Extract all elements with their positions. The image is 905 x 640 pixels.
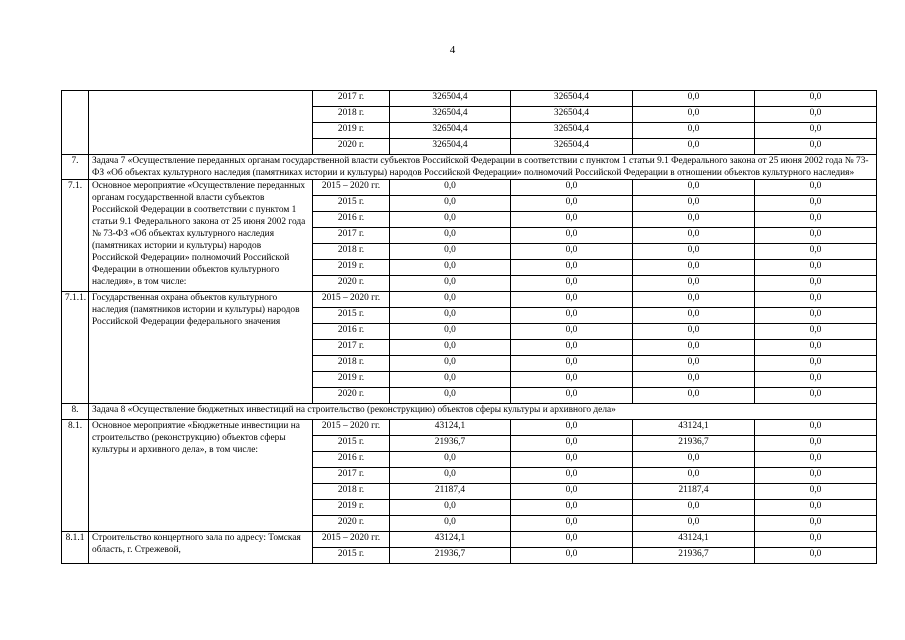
amount-cell: 326504,4	[511, 91, 633, 107]
period-cell: 2017 г.	[313, 228, 390, 244]
amount-cell: 21936,7	[390, 548, 511, 564]
amount-cell: 0,0	[755, 107, 877, 123]
amount-cell: 0,0	[755, 324, 877, 340]
amount-cell: 0,0	[390, 196, 511, 212]
amount-cell: 0,0	[755, 468, 877, 484]
amount-cell: 43124,1	[633, 532, 755, 548]
item-description-cell: Строительство концертного зала по адресу: Томская область, г. Стрежевой,	[89, 532, 313, 564]
amount-cell: 0,0	[390, 244, 511, 260]
amount-cell: 0,0	[511, 196, 633, 212]
table-row	[62, 420, 877, 436]
period-cell: 2017 г.	[313, 91, 390, 107]
amount-cell: 0,0	[390, 340, 511, 356]
amount-cell: 0,0	[511, 356, 633, 372]
amount-cell: 0,0	[511, 180, 633, 196]
amount-cell: 0,0	[755, 452, 877, 468]
period-cell: 2019 г.	[313, 260, 390, 276]
period-cell: 2018 г.	[313, 356, 390, 372]
amount-cell: 0,0	[755, 516, 877, 532]
item-description-cell: Государственная охрана объектов культурного наследия (памятников истории и культуры) народов Российской Федерации федерального значения	[89, 292, 313, 404]
amount-cell: 43124,1	[633, 420, 755, 436]
period-cell: 2020 г.	[313, 516, 390, 532]
amount-cell: 0,0	[511, 516, 633, 532]
amount-cell: 0,0	[633, 292, 755, 308]
amount-cell: 0,0	[633, 500, 755, 516]
period-cell: 2020 г.	[313, 388, 390, 404]
amount-cell: 326504,4	[390, 139, 511, 155]
amount-cell: 0,0	[390, 324, 511, 340]
amount-cell: 0,0	[633, 260, 755, 276]
amount-cell: 21187,4	[633, 484, 755, 500]
period-cell: 2015 г.	[313, 436, 390, 452]
period-cell: 2015 г.	[313, 196, 390, 212]
amount-cell: 0,0	[633, 372, 755, 388]
amount-cell: 0,0	[755, 532, 877, 548]
amount-cell: 21936,7	[390, 436, 511, 452]
amount-cell: 326504,4	[511, 123, 633, 139]
amount-cell: 326504,4	[390, 107, 511, 123]
amount-cell: 0,0	[511, 244, 633, 260]
amount-cell: 0,0	[755, 356, 877, 372]
amount-cell: 0,0	[755, 340, 877, 356]
amount-cell: 43124,1	[390, 420, 511, 436]
period-cell: 2017 г.	[313, 340, 390, 356]
amount-cell: 0,0	[755, 180, 877, 196]
amount-cell: 0,0	[755, 420, 877, 436]
amount-cell: 0,0	[633, 139, 755, 155]
period-cell: 2019 г.	[313, 372, 390, 388]
period-cell: 2018 г.	[313, 107, 390, 123]
item-number-cell: 8.1.	[62, 420, 89, 532]
amount-cell: 0,0	[511, 484, 633, 500]
period-cell: 2015 г.	[313, 308, 390, 324]
amount-cell: 0,0	[390, 228, 511, 244]
amount-cell: 0,0	[755, 500, 877, 516]
amount-cell: 0,0	[755, 244, 877, 260]
task-row	[62, 155, 877, 180]
amount-cell: 0,0	[511, 276, 633, 292]
amount-cell: 0,0	[633, 196, 755, 212]
amount-cell: 326504,4	[390, 91, 511, 107]
amount-cell: 0,0	[633, 452, 755, 468]
task-text-cell: Задача 8 «Осуществление бюджетных инвестиций на строительство (реконструкцию) объектов сферы культуры и архивного дела»	[89, 404, 877, 420]
amount-cell: 0,0	[390, 356, 511, 372]
period-cell: 2020 г.	[313, 139, 390, 155]
amount-cell: 21936,7	[633, 436, 755, 452]
amount-cell: 0,0	[755, 388, 877, 404]
amount-cell: 0,0	[755, 123, 877, 139]
period-cell: 2015 – 2020 гг.	[313, 420, 390, 436]
amount-cell: 0,0	[755, 276, 877, 292]
amount-cell: 0,0	[755, 292, 877, 308]
amount-cell: 326504,4	[511, 107, 633, 123]
amount-cell: 0,0	[511, 308, 633, 324]
period-cell: 2016 г.	[313, 452, 390, 468]
amount-cell: 0,0	[633, 212, 755, 228]
task-number-cell: 7.	[62, 155, 89, 180]
amount-cell: 0,0	[633, 324, 755, 340]
page-number: 4	[449, 44, 456, 56]
amount-cell: 0,0	[511, 532, 633, 548]
amount-cell: 0,0	[755, 484, 877, 500]
amount-cell: 0,0	[633, 107, 755, 123]
amount-cell: 0,0	[633, 123, 755, 139]
period-cell: 2015 г.	[313, 548, 390, 564]
period-cell: 2015 – 2020 гг.	[313, 532, 390, 548]
table-row	[62, 180, 877, 196]
table-row	[62, 91, 877, 107]
amount-cell: 0,0	[390, 372, 511, 388]
amount-cell: 0,0	[390, 276, 511, 292]
period-cell: 2016 г.	[313, 212, 390, 228]
amount-cell: 0,0	[633, 388, 755, 404]
amount-cell: 0,0	[390, 180, 511, 196]
amount-cell: 21187,4	[390, 484, 511, 500]
period-cell: 2018 г.	[313, 484, 390, 500]
amount-cell: 0,0	[390, 468, 511, 484]
period-cell: 2020 г.	[313, 276, 390, 292]
amount-cell: 0,0	[511, 340, 633, 356]
amount-cell: 0,0	[511, 436, 633, 452]
amount-cell: 0,0	[633, 356, 755, 372]
item-description-cell: Основное мероприятие «Бюджетные инвестиции на строительство (реконструкцию) объектов сферы культуры и архивного дела», в том числе:	[89, 420, 313, 532]
period-cell: 2015 – 2020 гг.	[313, 292, 390, 308]
item-description-cell	[89, 91, 313, 155]
amount-cell: 326504,4	[511, 139, 633, 155]
amount-cell: 0,0	[511, 500, 633, 516]
period-cell: 2017 г.	[313, 468, 390, 484]
budget-table	[61, 90, 877, 564]
amount-cell: 0,0	[511, 420, 633, 436]
amount-cell: 0,0	[755, 212, 877, 228]
period-cell: 2015 – 2020 гг.	[313, 180, 390, 196]
period-cell: 2016 г.	[313, 324, 390, 340]
amount-cell: 0,0	[390, 388, 511, 404]
amount-cell: 0,0	[633, 180, 755, 196]
amount-cell: 0,0	[511, 260, 633, 276]
amount-cell: 0,0	[633, 308, 755, 324]
item-description-cell: Основное мероприятие «Осуществление переданных органам государственной власти субъектов Российской Федерации в соответствии с пунктом 1 статьи 9.1 Федерального закона от 25 июня 2002 года № 73-ФЗ «Об объектах культурного наследия (памятниках истории и культуры) народов Российской Федерации» полномочий Российской Федерации в отношении объектов культурного наследия», в том числе:	[89, 180, 313, 292]
task-row	[62, 404, 877, 420]
table-body	[62, 91, 877, 564]
period-cell: 2018 г.	[313, 244, 390, 260]
task-number-cell: 8.	[62, 404, 89, 420]
amount-cell: 0,0	[633, 516, 755, 532]
amount-cell: 0,0	[511, 212, 633, 228]
amount-cell: 0,0	[390, 516, 511, 532]
amount-cell: 0,0	[633, 228, 755, 244]
amount-cell: 326504,4	[390, 123, 511, 139]
amount-cell: 0,0	[511, 388, 633, 404]
amount-cell: 0,0	[755, 372, 877, 388]
amount-cell: 0,0	[633, 91, 755, 107]
amount-cell: 0,0	[755, 260, 877, 276]
amount-cell: 0,0	[390, 500, 511, 516]
amount-cell: 0,0	[633, 244, 755, 260]
amount-cell: 0,0	[511, 468, 633, 484]
task-text-cell: Задача 7 «Осуществление переданных органам государственной власти субъектов Российской Федерации в соответствии с пунктом 1 статьи 9.1 Федерального закона от 25 июня 2002 года № 73-ФЗ «Об объектах культурного наследия (памятниках истории и культуры) народов Российской Федерации» полномочий Российской Федерации в отношении объектов культурного наследия»	[89, 155, 877, 180]
amount-cell: 0,0	[390, 212, 511, 228]
item-number-cell	[62, 91, 89, 155]
amount-cell: 0,0	[755, 91, 877, 107]
amount-cell: 0,0	[511, 548, 633, 564]
amount-cell: 0,0	[755, 548, 877, 564]
amount-cell: 0,0	[390, 260, 511, 276]
amount-cell: 0,0	[755, 308, 877, 324]
amount-cell: 0,0	[390, 308, 511, 324]
amount-cell: 0,0	[755, 139, 877, 155]
amount-cell: 21936,7	[633, 548, 755, 564]
item-number-cell: 7.1.1.	[62, 292, 89, 404]
amount-cell: 0,0	[511, 292, 633, 308]
amount-cell: 43124,1	[390, 532, 511, 548]
amount-cell: 0,0	[511, 372, 633, 388]
amount-cell: 0,0	[633, 340, 755, 356]
item-number-cell: 8.1.1	[62, 532, 89, 564]
amount-cell: 0,0	[511, 324, 633, 340]
period-cell: 2019 г.	[313, 123, 390, 139]
amount-cell: 0,0	[390, 292, 511, 308]
item-number-cell: 7.1.	[62, 180, 89, 292]
amount-cell: 0,0	[755, 436, 877, 452]
amount-cell: 0,0	[511, 452, 633, 468]
table-row	[62, 532, 877, 548]
table-row	[62, 292, 877, 308]
amount-cell: 0,0	[755, 196, 877, 212]
amount-cell: 0,0	[633, 276, 755, 292]
period-cell: 2019 г.	[313, 500, 390, 516]
amount-cell: 0,0	[755, 228, 877, 244]
amount-cell: 0,0	[511, 228, 633, 244]
amount-cell: 0,0	[633, 468, 755, 484]
amount-cell: 0,0	[390, 452, 511, 468]
